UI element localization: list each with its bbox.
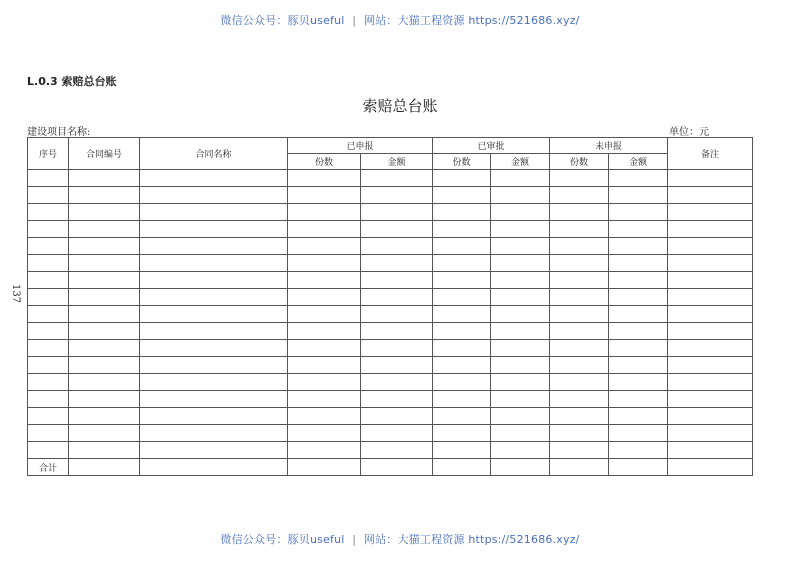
table-row — [28, 255, 753, 272]
table-cell — [668, 306, 753, 323]
table-cell — [69, 374, 140, 391]
section-code: L.0.3 索赔总台账 — [27, 75, 117, 88]
table-cell — [288, 187, 361, 204]
table-row — [28, 272, 753, 289]
header-undeclared-copies: 份数 — [550, 154, 609, 170]
table-row — [28, 204, 753, 221]
table-cell — [668, 238, 753, 255]
table-cell — [69, 272, 140, 289]
table-cell — [550, 425, 609, 442]
table-cell — [69, 170, 140, 187]
header-undeclared: 未申报 — [550, 138, 668, 154]
table-cell — [433, 204, 491, 221]
watermark-top — [0, 12, 800, 28]
table-cell — [550, 306, 609, 323]
table-cell — [550, 170, 609, 187]
table-cell — [140, 306, 288, 323]
table-cell — [668, 391, 753, 408]
table-cell — [491, 289, 550, 306]
table-cell — [550, 204, 609, 221]
table-row — [28, 391, 753, 408]
table-cell — [609, 272, 668, 289]
table-cell — [609, 255, 668, 272]
table-cell — [288, 204, 361, 221]
table-cell — [433, 306, 491, 323]
table-cell — [288, 323, 361, 340]
table-row — [28, 357, 753, 374]
table-cell — [433, 221, 491, 238]
table-cell — [668, 289, 753, 306]
table-cell — [361, 340, 433, 357]
table-cell — [668, 442, 753, 459]
table-cell — [433, 374, 491, 391]
table-cell — [433, 187, 491, 204]
page-title: 索赔总台账 — [362, 97, 438, 115]
table-cell — [433, 442, 491, 459]
table-cell — [668, 340, 753, 357]
table-cell — [433, 255, 491, 272]
header-undeclared-amount: 金额 — [609, 154, 668, 170]
table-cell — [433, 391, 491, 408]
table-cell — [433, 408, 491, 425]
table-cell — [491, 204, 550, 221]
table-cell — [140, 323, 288, 340]
table-cell — [140, 221, 288, 238]
table-cell — [69, 255, 140, 272]
total-cell — [361, 459, 433, 476]
table-row — [28, 442, 753, 459]
table-cell — [28, 442, 69, 459]
table-cell — [361, 204, 433, 221]
table-cell — [361, 425, 433, 442]
table-cell — [668, 255, 753, 272]
table-cell — [288, 306, 361, 323]
table-cell — [491, 391, 550, 408]
total-cell — [69, 459, 140, 476]
table-cell — [491, 374, 550, 391]
table-cell — [69, 408, 140, 425]
table-cell — [609, 204, 668, 221]
table-cell — [609, 425, 668, 442]
table-cell — [433, 357, 491, 374]
table-cell — [550, 442, 609, 459]
claims-ledger-table — [27, 137, 753, 476]
total-cell — [433, 459, 491, 476]
table-cell — [361, 323, 433, 340]
table-cell — [361, 408, 433, 425]
table-cell — [433, 170, 491, 187]
table-cell — [361, 289, 433, 306]
table-cell — [28, 323, 69, 340]
table-cell — [361, 442, 433, 459]
header-remarks: 备注 — [668, 138, 753, 170]
table-cell — [69, 204, 140, 221]
table-cell — [288, 408, 361, 425]
table-cell — [433, 272, 491, 289]
table-cell — [491, 357, 550, 374]
table-cell — [140, 357, 288, 374]
table-cell — [69, 425, 140, 442]
table-cell — [491, 323, 550, 340]
watermark-bottom — [0, 531, 800, 547]
table-cell — [361, 272, 433, 289]
table-cell — [28, 272, 69, 289]
header-approved: 已审批 — [433, 138, 550, 154]
table-cell — [288, 238, 361, 255]
table-cell — [28, 357, 69, 374]
table-cell — [491, 442, 550, 459]
table-cell — [609, 442, 668, 459]
table-cell — [140, 289, 288, 306]
table-cell — [28, 170, 69, 187]
table-cell — [140, 425, 288, 442]
table-cell — [668, 357, 753, 374]
watermark-separator: | — [352, 533, 357, 546]
table-cell — [288, 374, 361, 391]
table-cell — [140, 408, 288, 425]
table-cell — [609, 357, 668, 374]
table-cell — [361, 170, 433, 187]
table-cell — [433, 340, 491, 357]
table-cell — [28, 391, 69, 408]
table-cell — [491, 170, 550, 187]
total-cell — [668, 459, 753, 476]
table-cell — [69, 323, 140, 340]
table-cell — [288, 289, 361, 306]
total-cell — [491, 459, 550, 476]
table-cell — [69, 357, 140, 374]
table-row — [28, 323, 753, 340]
total-label: 合计 — [28, 459, 69, 476]
table-cell — [433, 323, 491, 340]
header-seq: 序号 — [28, 138, 69, 170]
table-cell — [140, 374, 288, 391]
table-cell — [550, 187, 609, 204]
table-cell — [361, 306, 433, 323]
table-cell — [668, 187, 753, 204]
table-cell — [491, 221, 550, 238]
table-cell — [288, 255, 361, 272]
table-row — [28, 374, 753, 391]
header-declared: 已申报 — [288, 138, 433, 154]
table-cell — [433, 425, 491, 442]
table-row — [28, 425, 753, 442]
table-cell — [550, 289, 609, 306]
table-cell — [609, 306, 668, 323]
table-cell — [140, 187, 288, 204]
table-row — [28, 306, 753, 323]
table-cell — [288, 272, 361, 289]
table-cell — [28, 374, 69, 391]
table-cell — [140, 442, 288, 459]
table-cell — [550, 340, 609, 357]
table-cell — [491, 340, 550, 357]
table-row — [28, 221, 753, 238]
table-cell — [609, 221, 668, 238]
table-cell — [140, 170, 288, 187]
table-cell — [668, 272, 753, 289]
header-declared-copies: 份数 — [288, 154, 361, 170]
table-cell — [550, 238, 609, 255]
table-cell — [609, 408, 668, 425]
table-cell — [668, 323, 753, 340]
table-cell — [491, 425, 550, 442]
table-cell — [550, 374, 609, 391]
table-cell — [361, 391, 433, 408]
table-cell — [609, 187, 668, 204]
project-name-label: 建设项目名称: — [27, 127, 91, 138]
table-cell — [609, 170, 668, 187]
watermark-wechat: 微信公众号：豚贝useful — [220, 14, 345, 27]
watermark-wechat: 微信公众号：豚贝useful — [220, 533, 345, 546]
table-cell — [668, 425, 753, 442]
watermark-site: 网站：大猫工程资源 https://521686.xyz/ — [363, 14, 580, 27]
table-cell — [28, 221, 69, 238]
table-cell — [140, 340, 288, 357]
header-declared-amount: 金额 — [361, 154, 433, 170]
table-cell — [28, 289, 69, 306]
table-cell — [491, 187, 550, 204]
table-cell — [288, 340, 361, 357]
total-cell — [550, 459, 609, 476]
ledger-body — [28, 170, 753, 476]
table-cell — [609, 374, 668, 391]
table-row — [28, 238, 753, 255]
table-cell — [550, 272, 609, 289]
table-row — [28, 289, 753, 306]
table-cell — [668, 170, 753, 187]
table-cell — [550, 391, 609, 408]
table-cell — [288, 442, 361, 459]
table-cell — [288, 425, 361, 442]
table-cell — [361, 187, 433, 204]
table-cell — [28, 187, 69, 204]
table-cell — [491, 306, 550, 323]
total-row — [28, 459, 753, 476]
table-cell — [28, 408, 69, 425]
table-cell — [140, 255, 288, 272]
table-cell — [288, 357, 361, 374]
header-approved-copies: 份数 — [433, 154, 491, 170]
table-cell — [609, 340, 668, 357]
table-cell — [69, 391, 140, 408]
table-cell — [28, 306, 69, 323]
table-cell — [491, 255, 550, 272]
table-cell — [28, 340, 69, 357]
table-cell — [609, 323, 668, 340]
table-cell — [288, 170, 361, 187]
watermark-separator: | — [352, 14, 357, 27]
table-cell — [609, 289, 668, 306]
total-cell — [288, 459, 361, 476]
table-cell — [69, 187, 140, 204]
table-cell — [69, 221, 140, 238]
table-cell — [550, 221, 609, 238]
table-cell — [609, 238, 668, 255]
table-cell — [288, 391, 361, 408]
table-cell — [288, 221, 361, 238]
table-cell — [28, 238, 69, 255]
table-cell — [69, 306, 140, 323]
table-row — [28, 187, 753, 204]
table-cell — [140, 204, 288, 221]
table-row — [28, 340, 753, 357]
table-cell — [550, 323, 609, 340]
table-cell — [609, 391, 668, 408]
table-cell — [668, 204, 753, 221]
table-cell — [361, 374, 433, 391]
table-cell — [668, 408, 753, 425]
table-cell — [361, 255, 433, 272]
table-cell — [361, 238, 433, 255]
table-cell — [140, 391, 288, 408]
table-row — [28, 408, 753, 425]
table-cell — [361, 221, 433, 238]
unit-label: 单位：元 — [669, 127, 709, 138]
table-cell — [140, 272, 288, 289]
table-cell — [69, 442, 140, 459]
table-cell — [69, 238, 140, 255]
table-cell — [361, 357, 433, 374]
table-cell — [433, 289, 491, 306]
table-cell — [28, 204, 69, 221]
table-row — [28, 170, 753, 187]
table-cell — [69, 340, 140, 357]
table-cell — [668, 221, 753, 238]
table-cell — [550, 255, 609, 272]
watermark-site: 网站：大猫工程资源 https://521686.xyz/ — [363, 533, 580, 546]
table-cell — [140, 238, 288, 255]
table-cell — [550, 357, 609, 374]
header-approved-amount: 金额 — [491, 154, 550, 170]
table-cell — [668, 374, 753, 391]
total-cell — [140, 459, 288, 476]
table-cell — [550, 408, 609, 425]
table-cell — [491, 238, 550, 255]
table-cell — [28, 425, 69, 442]
table-cell — [28, 255, 69, 272]
table-cell — [491, 408, 550, 425]
header-contract-no: 合同编号 — [69, 138, 140, 170]
header-row-1 — [28, 138, 753, 154]
table-cell — [491, 272, 550, 289]
total-cell — [609, 459, 668, 476]
page-number: 137 — [10, 283, 22, 304]
table-cell — [433, 238, 491, 255]
header-contract-name: 合同名称 — [140, 138, 288, 170]
table-cell — [69, 289, 140, 306]
